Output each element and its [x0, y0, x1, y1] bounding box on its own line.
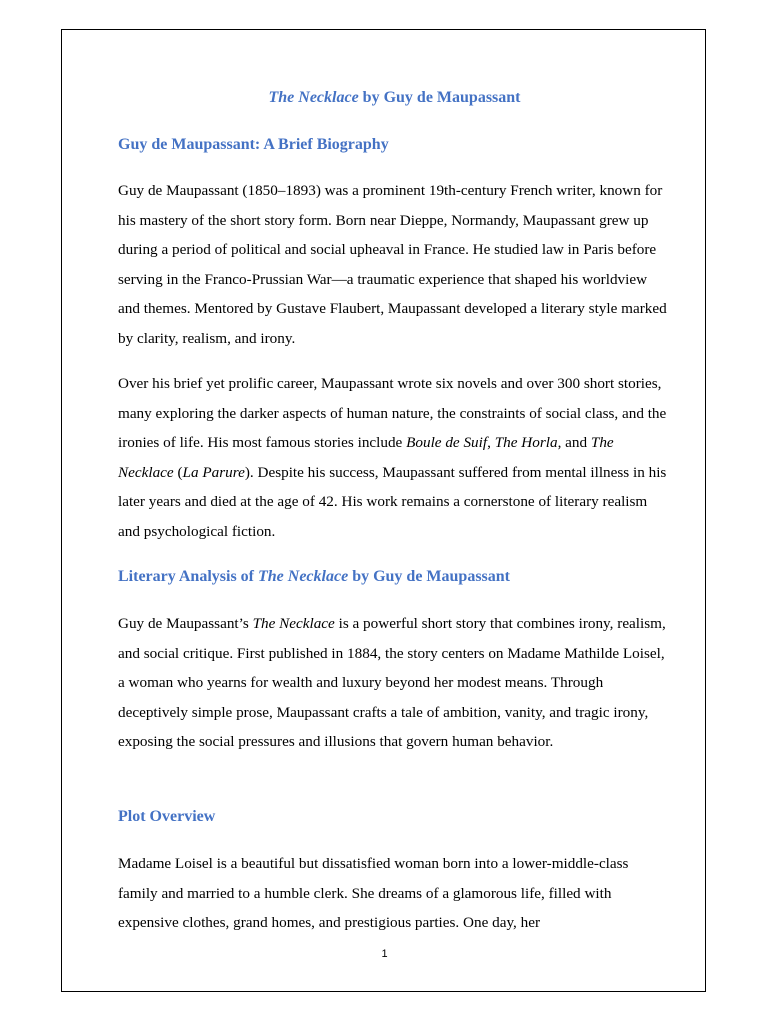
plot-paragraph-1: Madame Loisel is a beautiful but dissatisfied woman born into a lower-middle-class family and married to a humble clerk. She dreams of a glamorous life, filled with expensive clothes, grand homes, and prestigious parties. One day, her: [118, 855, 629, 932]
work-title-la-parure: La Parure: [182, 463, 245, 481]
work-title-the-horla: The Horla: [494, 434, 558, 452]
page-number: 1: [381, 948, 388, 960]
title-work-name: The Necklace: [268, 89, 359, 106]
analysis-heading: Literary Analysis of The Necklace by Guy de Maupassant: [118, 568, 511, 585]
biography-paragraph-2: Over his brief yet prolific career, Maupassant wrote six novels and over 300 short stories, many exploring the darker aspects of human nature, the constraints of social class, and the ironies of life. His most famous stories include Boule de Suif, The Horla, and The Necklace (La Parure). Despite his success, Maupassant suffered from mental illness in his later years and died at the age of 42. His work remains a cornerstone of literary realism and psychological fiction.: [118, 375, 667, 540]
document-page: [61, 29, 706, 992]
title-author: by Guy de Maupassant: [358, 89, 521, 106]
work-title-the-necklace: The Necklace: [252, 615, 335, 632]
analysis-paragraph-1: Guy de Maupassant’s The Necklace is a powerful short story that combines irony, realism, and social critique. First published in 1884, the story centers on Madame Mathilde Loisel, a woman who yearns for wealth and luxury beyond her modest means. Through deceptively simple prose, Maupassant crafts a tale of ambition, vanity, and tragic irony, exposing the social pressures and illusions that govern human behavior.: [118, 615, 666, 751]
biography-heading: Guy de Maupassant: A Brief Biography: [118, 136, 389, 153]
work-title-boule-de-suif: Boule de Suif: [406, 434, 488, 452]
biography-paragraph-1: Guy de Maupassant (1850–1893) was a prominent 19th-century French writer, known for his mastery of the short story form. Born near Dieppe, Normandy, Maupassant grew up during a period of political and social upheaval in France. He studied law in Paris before serving in the Franco-Prussian War—a traumatic experience that shaped his worldview and themes. Mentored by Gustave Flaubert, Maupassant developed a literary style marked by clarity, realism, and irony.: [118, 182, 667, 347]
document-title: [118, 88, 671, 108]
work-title-the-necklace: The Necklace: [118, 434, 614, 481]
plot-overview-heading: Plot Overview: [118, 808, 216, 825]
